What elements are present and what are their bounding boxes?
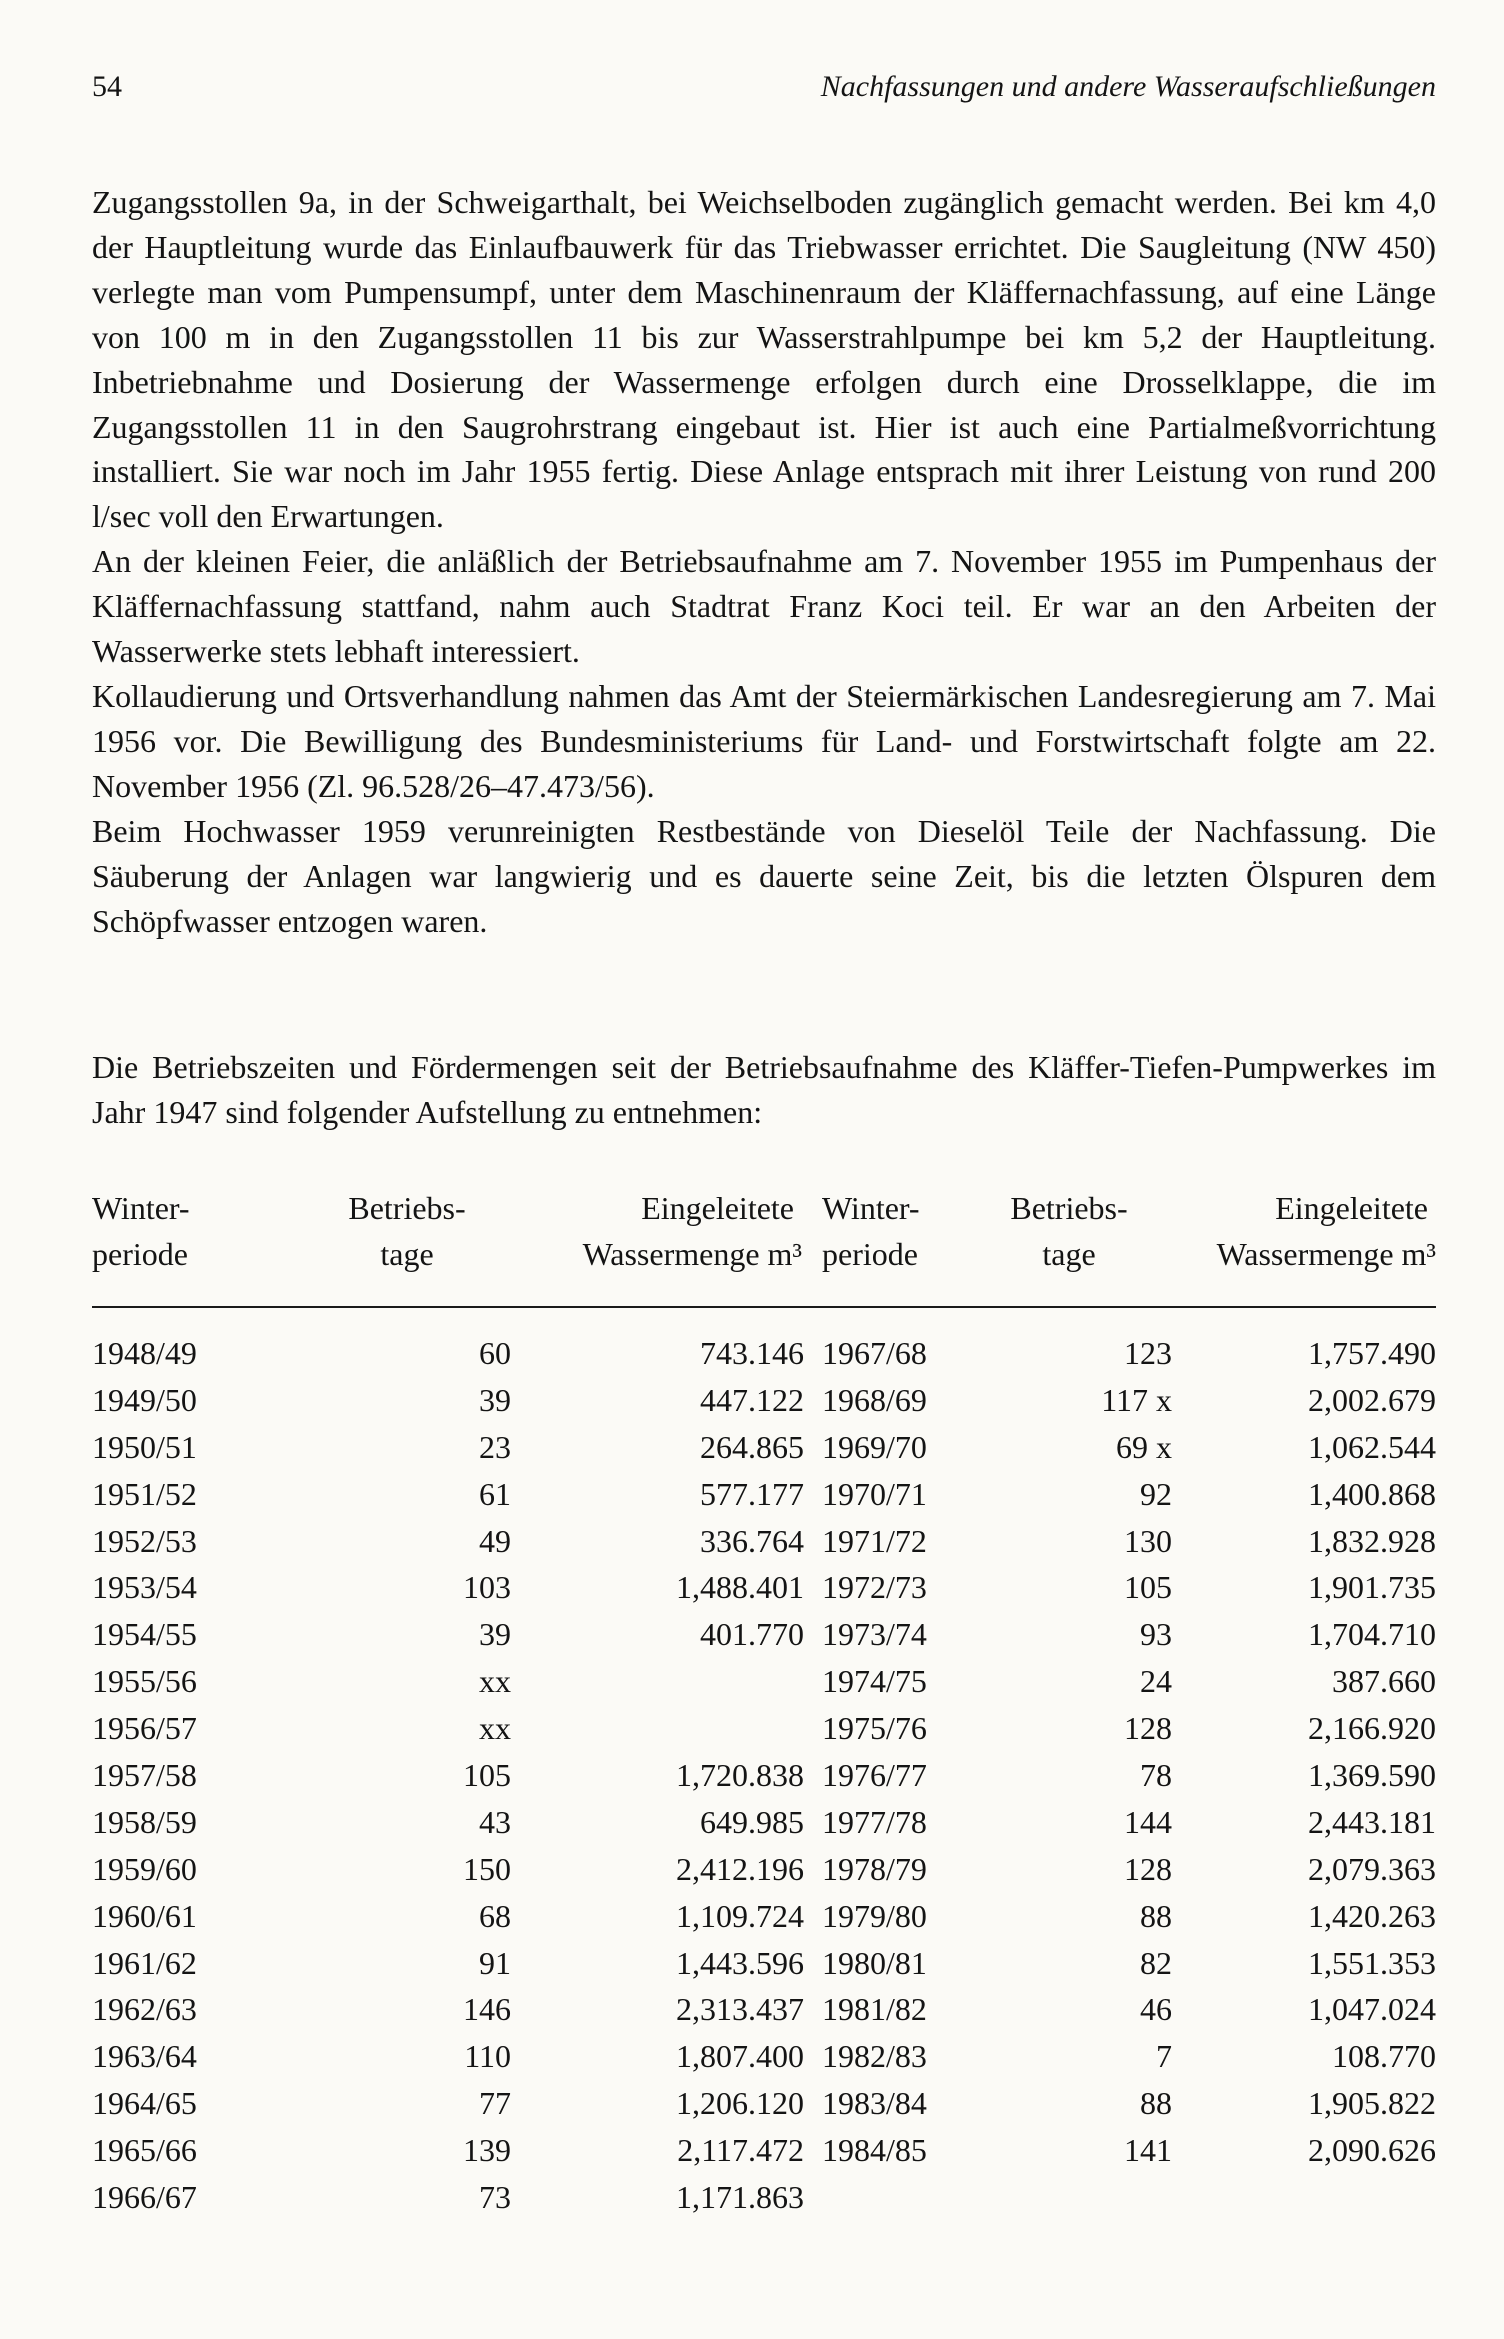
cell-days: 128 [1124, 1850, 1172, 1887]
cell-days: 150 [463, 1850, 511, 1887]
cell-days: 43 [479, 1803, 511, 1840]
cell-days: 110 [464, 2038, 511, 2075]
cell-volume: 1,420.263 [1308, 1897, 1436, 1934]
table-row [92, 1799, 1436, 1846]
cell-volume: 649.985 [700, 1803, 804, 1840]
cell-days: xx [479, 1710, 511, 1747]
cell-volume: 264.865 [700, 1428, 804, 1465]
cell-volume: 1,400.868 [1308, 1475, 1436, 1512]
page-number: 54 [92, 70, 122, 103]
cell-period: 1980/81 [822, 1944, 927, 1981]
cell-volume: 2,313.437 [676, 1991, 804, 2028]
cell-volume: 2,090.626 [1308, 2132, 1436, 2169]
table-row [92, 1611, 1436, 1658]
cell-days: 128 [1124, 1710, 1172, 1747]
cell-volume: 1,901.735 [1308, 1569, 1436, 1606]
cell-period: 1981/82 [822, 1991, 927, 2028]
cell-days: 73 [479, 2179, 511, 2216]
cell-volume: 108.770 [1332, 2038, 1436, 2075]
cell-volume: 577.177 [700, 1475, 804, 1512]
cell-period: 1954/55 [92, 1616, 197, 1653]
cell-days: 49 [479, 1522, 511, 1559]
cell-volume: 1,488.401 [676, 1569, 804, 1606]
cell-volume: 1,704.710 [1308, 1616, 1436, 1653]
cell-days: 130 [1124, 1522, 1172, 1559]
table-row [92, 2080, 1436, 2127]
cell-volume: 1,832.928 [1308, 1522, 1436, 1559]
cell-volume: 743.146 [700, 1335, 804, 1371]
cell-days: xx [479, 1663, 511, 1700]
cell-period: 1962/63 [92, 1991, 197, 2028]
table-body [92, 1330, 1436, 2221]
cell-days: 92 [1140, 1475, 1172, 1512]
cell-period: 1966/67 [92, 2179, 197, 2216]
cell-days: 69 x [1116, 1428, 1172, 1465]
cell-volume: 2,412.196 [676, 1850, 804, 1887]
cell-period: 1951/52 [92, 1475, 197, 1512]
paragraph: Zugangsstollen 9a, in der Schweigarthalt, bei Weichselboden zugänglich gemacht werden. Bei km 4,0 der Hauptleitung wurde das Einlaufbauwerk für das Triebwasser errichtet. Die Saugleitung (NW 450) verlegte man vom Pumpensumpf, unter dem Maschinenraum der Kläffernachfassung, auf eine Länge von 100 m in den Zugangsstollen 11 bis zur Wasserstrahlpumpe bei km 5,2 der Hauptleitung. Inbetriebnahme und Dosierung der Wassermenge erfolgen durch eine Drosselklappe, die im Zugangsstollen 11 in den Saugrohrstrang eingebaut ist. Hier ist auch eine Partialmeßvorrichtung installiert. Sie war noch im Jahr 1955 fertig. Diese Anlage entsprach mit ihrer Leistung von rund 200 l/sec voll den Erwartungen. [92, 184, 1436, 535]
header-rule [92, 1306, 1436, 1308]
cell-period: 1968/69 [822, 1381, 927, 1418]
cell-days: 105 [1124, 1569, 1172, 1606]
paragraph: Kollaudierung und Ortsverhandlung nahmen das Amt der Steiermärkischen Landesregierung am 7. Mai 1956 vor. Die Bewilligung des Bundesministeriums für Land- und Forstwirtschaft folgte am 22. November 1956 (Zl. 96.528/26–47.473/56). [92, 677, 1436, 804]
cell-days: 88 [1140, 2085, 1172, 2122]
table-row [92, 1658, 1436, 1705]
cell-days: 146 [463, 1991, 511, 2028]
cell-volume: 447.122 [700, 1381, 804, 1418]
cell-days: 60 [479, 1335, 511, 1371]
cell-volume: 2,002.679 [1308, 1381, 1436, 1418]
cell-volume: 2,443.181 [1308, 1803, 1436, 1840]
cell-volume: 336.764 [700, 1522, 804, 1559]
column-header-days: Betriebs- tage [348, 1190, 466, 1272]
cell-period: 1971/72 [822, 1522, 927, 1559]
cell-period: 1961/62 [92, 1944, 197, 1981]
table-row [92, 2174, 1436, 2221]
cell-period: 1953/54 [92, 1569, 197, 1606]
cell-period: 1948/49 [92, 1335, 197, 1371]
column-header-volume: Eingeleitete Wassermenge m³ [1216, 1190, 1436, 1272]
cell-period: 1956/57 [92, 1710, 197, 1747]
cell-period: 1974/75 [822, 1663, 927, 1700]
cell-period: 1959/60 [92, 1850, 197, 1887]
table-intro: Die Betriebszeiten und Fördermengen seit der Betriebsaufnahme des Kläffer-Tiefen-Pumpwerkes im Jahr 1947 sind folgender Aufstellung zu entnehmen: [92, 1049, 1436, 1130]
cell-days: 39 [479, 1381, 511, 1418]
table-row [92, 1893, 1436, 1940]
cell-period: 1983/84 [822, 2085, 927, 2122]
table-row [92, 1377, 1436, 1424]
cell-period: 1964/65 [92, 2085, 197, 2122]
body-text [92, 180, 1436, 943]
cell-volume: 2,166.920 [1308, 1710, 1436, 1747]
table-row [92, 1424, 1436, 1471]
cell-period: 1955/56 [92, 1663, 197, 1700]
column-header-period: Winter- periode [92, 1190, 190, 1272]
cell-period: 1975/76 [822, 1710, 927, 1747]
cell-period: 1963/64 [92, 2038, 197, 2075]
cell-volume: 1,551.353 [1308, 1944, 1436, 1981]
table-row [92, 2127, 1436, 2174]
table-header [92, 1185, 1436, 1281]
cell-period: 1973/74 [822, 1616, 927, 1653]
cell-period: 1972/73 [822, 1569, 927, 1606]
cell-volume: 1,206.120 [676, 2085, 804, 2122]
cell-days: 139 [463, 2132, 511, 2169]
cell-period: 1979/80 [822, 1897, 927, 1934]
cell-days: 78 [1140, 1757, 1172, 1794]
cell-volume: 1,369.590 [1308, 1757, 1436, 1794]
cell-period: 1982/83 [822, 2038, 927, 2075]
cell-period: 1958/59 [92, 1803, 197, 1840]
cell-days: 77 [479, 2085, 511, 2122]
cell-period: 1977/78 [822, 1803, 927, 1840]
cell-period: 1965/66 [92, 2132, 197, 2169]
cell-period: 1984/85 [822, 2132, 927, 2169]
cell-period: 1957/58 [92, 1757, 197, 1794]
table-row [92, 2033, 1436, 2080]
cell-volume: 387.660 [1332, 1663, 1436, 1700]
cell-days: 88 [1140, 1897, 1172, 1934]
cell-period: 1978/79 [822, 1850, 927, 1887]
cell-days: 141 [1124, 2132, 1172, 2169]
column-header-period: Winter- periode [822, 1190, 920, 1272]
cell-days: 68 [479, 1897, 511, 1934]
cell-volume: 1,757.490 [1308, 1335, 1436, 1371]
cell-days: 117 x [1101, 1381, 1172, 1418]
table-row [92, 1940, 1436, 1987]
table-row [92, 1330, 1436, 1377]
table-row [92, 1752, 1436, 1799]
cell-days: 23 [479, 1428, 511, 1465]
cell-days: 144 [1124, 1803, 1172, 1840]
paragraph: An der kleinen Feier, die anläßlich der Betriebsaufnahme am 7. November 1955 im Pumpenhaus der Kläffernachfassung stattfand, nahm auch Stadtrat Franz Koci teil. Er war an den Arbeiten der Wasserwerke stets lebhaft interessiert. [92, 543, 1436, 670]
cell-days: 103 [463, 1569, 511, 1606]
paragraph: Beim Hochwasser 1959 verunreinigten Restbestände von Dieselöl Teile der Nachfassung. Die Säuberung der Anlagen war langwierig und es dauerte seine Zeit, bis die letzten Ölspuren dem Schöpfwasser entzogen waren. [92, 812, 1436, 939]
cell-period: 1960/61 [92, 1897, 197, 1934]
cell-days: 105 [463, 1757, 511, 1794]
cell-volume: 1,062.544 [1308, 1428, 1436, 1465]
cell-period: 1970/71 [822, 1475, 927, 1512]
table-row [92, 1518, 1436, 1565]
cell-volume: 401.770 [700, 1616, 804, 1653]
running-title: Nachfassungen und andere Wasseraufschließungen [820, 70, 1436, 103]
cell-days: 93 [1140, 1616, 1172, 1653]
table-row [92, 1705, 1436, 1752]
table-row [92, 1471, 1436, 1518]
cell-period: 1952/53 [92, 1522, 197, 1559]
table-row [92, 1986, 1436, 2033]
cell-days: 39 [479, 1616, 511, 1653]
cell-volume: 1,443.596 [676, 1944, 804, 1981]
table-row [92, 1564, 1436, 1611]
cell-volume: 1,109.724 [676, 1897, 804, 1934]
cell-days: 7 [1156, 2038, 1172, 2075]
cell-volume: 1,720.838 [676, 1757, 804, 1794]
cell-volume: 1,807.400 [676, 2038, 804, 2075]
cell-period: 1949/50 [92, 1381, 197, 1418]
cell-volume: 1,047.024 [1308, 1991, 1436, 2028]
column-header-volume: Eingeleitete Wassermenge m³ [582, 1190, 802, 1272]
cell-days: 91 [479, 1944, 511, 1981]
page-header [92, 70, 1436, 118]
cell-volume: 2,117.472 [677, 2132, 804, 2169]
cell-days: 24 [1140, 1663, 1172, 1700]
cell-days: 123 [1124, 1335, 1172, 1371]
cell-days: 46 [1140, 1991, 1172, 2028]
cell-period: 1969/70 [822, 1428, 927, 1465]
cell-days: 82 [1140, 1944, 1172, 1981]
table-row [92, 1846, 1436, 1893]
cell-period: 1950/51 [92, 1428, 197, 1465]
cell-volume: 2,079.363 [1308, 1850, 1436, 1887]
cell-period: 1967/68 [822, 1335, 927, 1371]
cell-period: 1976/77 [822, 1757, 927, 1794]
cell-volume: 1,171.863 [676, 2179, 804, 2216]
cell-volume: 1,905.822 [1308, 2085, 1436, 2122]
column-header-days: Betriebs- tage [1010, 1190, 1128, 1272]
cell-days: 61 [479, 1475, 511, 1512]
